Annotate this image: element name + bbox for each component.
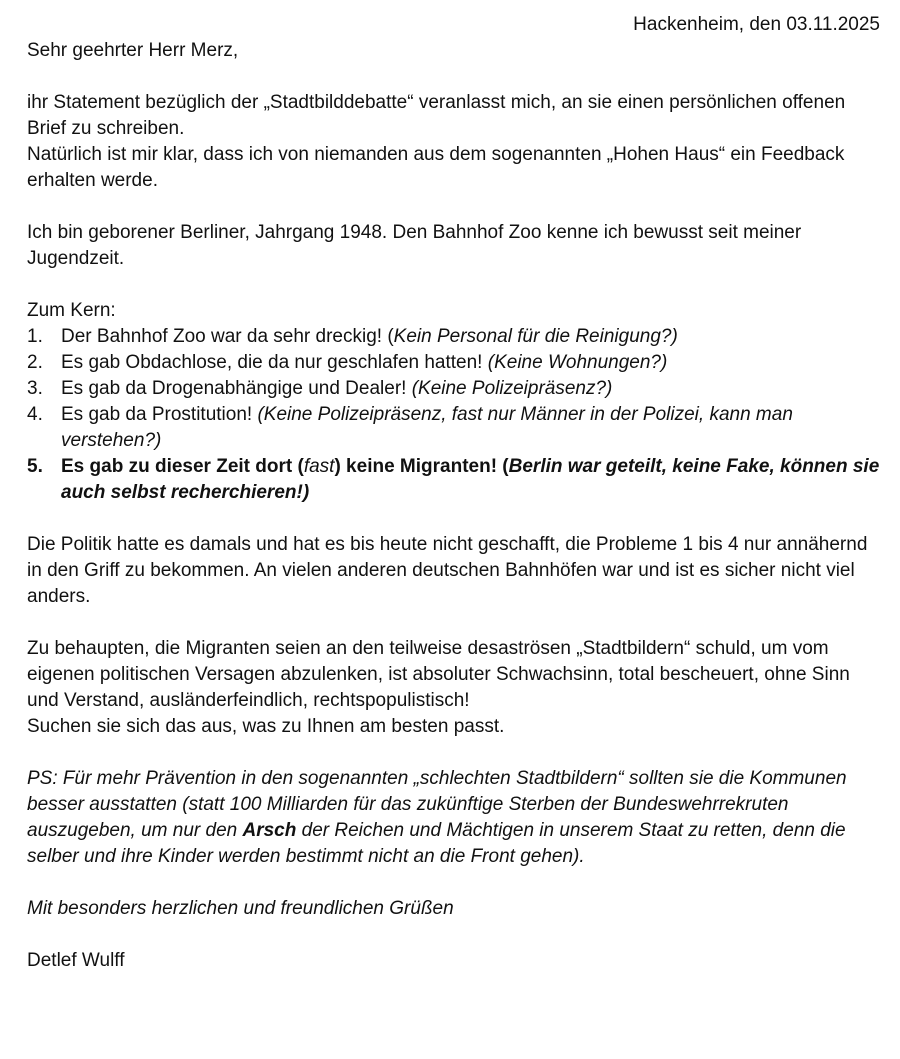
point-note: (Keine Polizeipräsenz?) bbox=[411, 378, 613, 399]
point-text-b: ) keine Migranten! ( bbox=[334, 456, 509, 477]
ps-bold-word: Arsch bbox=[242, 820, 297, 841]
list-number: 4. bbox=[27, 404, 43, 425]
closing: Mit besonders herzlichen und freundlichen Grüßen bbox=[27, 898, 454, 919]
list-number: 1. bbox=[27, 326, 43, 347]
ps-paragraph bbox=[27, 766, 880, 870]
point-text: Es gab da Drogenabhängige und Dealer! bbox=[61, 378, 412, 399]
salutation: Sehr geehrter Herr Merz, bbox=[27, 40, 239, 61]
list-item bbox=[27, 376, 880, 402]
point-text: Es gab Obdachlose, die da nur geschlafen hatten! bbox=[61, 352, 488, 373]
signature: Detlef Wulff bbox=[27, 950, 125, 971]
list-item bbox=[27, 324, 880, 350]
claim-paragraph bbox=[27, 636, 880, 740]
points-list bbox=[27, 324, 880, 506]
list-number: 3. bbox=[27, 378, 43, 399]
point-note: (Keine Polizeipräsenz, fast nur Männer in der Polizei, kann man verstehen?) bbox=[61, 404, 793, 451]
point-text: Es gab da Prostitution! bbox=[61, 404, 258, 425]
place-date: Hackenheim, den 03.11.2025 bbox=[633, 14, 880, 35]
claim-line-2: Suchen sie sich das aus, was zu Ihnen am besten passt. bbox=[27, 716, 505, 737]
point-note: Kein Personal für die Reinigung?) bbox=[393, 326, 678, 347]
core-heading: Zum Kern: bbox=[27, 300, 116, 321]
point-text: Es gab zu dieser Zeit dort ( bbox=[61, 456, 304, 477]
intro-paragraph bbox=[27, 90, 880, 194]
intro-line-2: Natürlich ist mir klar, dass ich von niemanden aus dem sogenannten „Hohen Haus“ ein Feedback erhalten werde. bbox=[27, 144, 845, 191]
intro-line-1: ihr Statement bezüglich der „Stadtbilddebatte“ veranlasst mich, an sie einen persönlichen offenen Brief zu schreiben. bbox=[27, 92, 846, 139]
ps-part-1: PS: Für mehr Prävention in den sogenannten „schlechten Stadtbildern“ sollten sie die Kommunen besser ausstatten (statt 100 Milliarden für das zukünftige Sterben der Bundeswehrrekruten auszugeben, um nur den bbox=[27, 768, 847, 841]
list-item bbox=[27, 402, 880, 454]
list-item bbox=[27, 454, 880, 506]
background-paragraph: Ich bin geborener Berliner, Jahrgang 1948. Den Bahnhof Zoo kenne ich bewusst seit meiner Jugendzeit. bbox=[27, 222, 802, 269]
point-note: (Keine Wohnungen?) bbox=[487, 352, 668, 373]
list-number: 5. bbox=[27, 456, 43, 477]
politics-paragraph: Die Politik hatte es damals und hat es bis heute nicht geschafft, die Probleme 1 bis 4 nur annähernd in den Griff zu bekommen. An vielen anderen deutschen Bahnhöfen war und ist es sicher nicht viel anders. bbox=[27, 534, 868, 607]
ps-part-2: der Reichen und Mächtigen in unserem Staat zu retten, denn die selber und ihre Kinder werden bestimmt nicht an die Front gehen). bbox=[27, 820, 846, 867]
point-note: Berlin war geteilt, keine Fake, können sie auch selbst recherchieren!) bbox=[61, 456, 880, 503]
point-fast: fast bbox=[303, 456, 335, 477]
list-item bbox=[27, 350, 880, 376]
point-text: Der Bahnhof Zoo war da sehr dreckig! ( bbox=[61, 326, 394, 347]
claim-line-1: Zu behaupten, die Migranten seien an den teilweise desaströsen „Stadtbildern“ schuld, um vom eigenen politischen Versagen abzulenken, ist absoluter Schwachsinn, total bescheuert, ohne Sinn und Verstand, ausländerfeindlich, rechtspopulistisch! bbox=[27, 638, 850, 711]
list-number: 2. bbox=[27, 352, 43, 373]
